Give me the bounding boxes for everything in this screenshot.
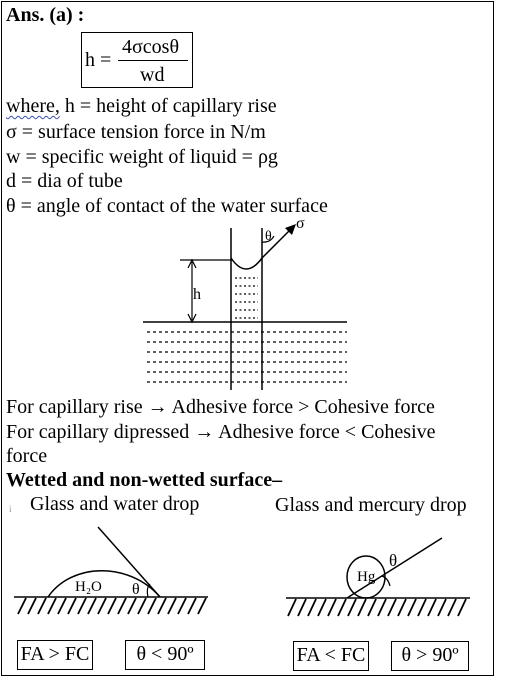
water-drop-label: H₂O <box>75 579 102 595</box>
right-figure-title: Glass and mercury drop <box>275 494 467 516</box>
water-angle-label: θ <box>132 581 140 598</box>
right-angle-text: θ > 90º <box>401 644 459 666</box>
capillary-depressed-statement-cont: force <box>6 445 48 467</box>
contact-angle-label: θ <box>265 229 272 244</box>
height-label: h <box>193 286 201 303</box>
formula-numerator: 4σcosθ <box>122 36 180 58</box>
left-force-text: FA > FC <box>20 643 90 665</box>
definition-theta: θ = angle of contact of the water surface <box>6 195 328 217</box>
list-marker: i <box>9 504 12 514</box>
left-force-box <box>17 640 93 670</box>
definition-h-text: h = height of capillary rise <box>64 95 277 117</box>
right-force-text: FA < FC <box>296 644 366 666</box>
surface-tension-label: σ <box>296 215 305 232</box>
formula-lhs: h = <box>85 49 112 71</box>
definition-sigma: σ = surface tension force in N/m <box>6 121 266 143</box>
mercury-angle-label: θ <box>389 551 398 570</box>
definition-w: w = specific weight of liquid = ρg <box>6 146 278 168</box>
left-angle-text: θ < 90º <box>136 643 194 665</box>
right-force-box <box>293 641 369 671</box>
capillary-depressed-statement: For capillary dipressed → Adhesive force < Cohesive <box>6 421 436 443</box>
capillary-rise-statement: For capillary rise → Adhesive force > Cohesive force <box>6 396 435 418</box>
answer-text: Ans. (a) : <box>6 4 85 26</box>
right-glass-hatching <box>288 599 466 616</box>
definition-d: d = dia of tube <box>6 170 123 192</box>
formula-denominator: wd <box>140 64 165 86</box>
wetted-heading: Wetted and non-wetted surface– <box>6 469 283 491</box>
where-label: where, <box>6 95 60 117</box>
mercury-drop-label: Hg <box>357 569 376 585</box>
left-angle-box <box>125 640 205 670</box>
right-angle-box <box>391 641 469 671</box>
left-figure-title: Glass and water drop <box>30 493 200 515</box>
